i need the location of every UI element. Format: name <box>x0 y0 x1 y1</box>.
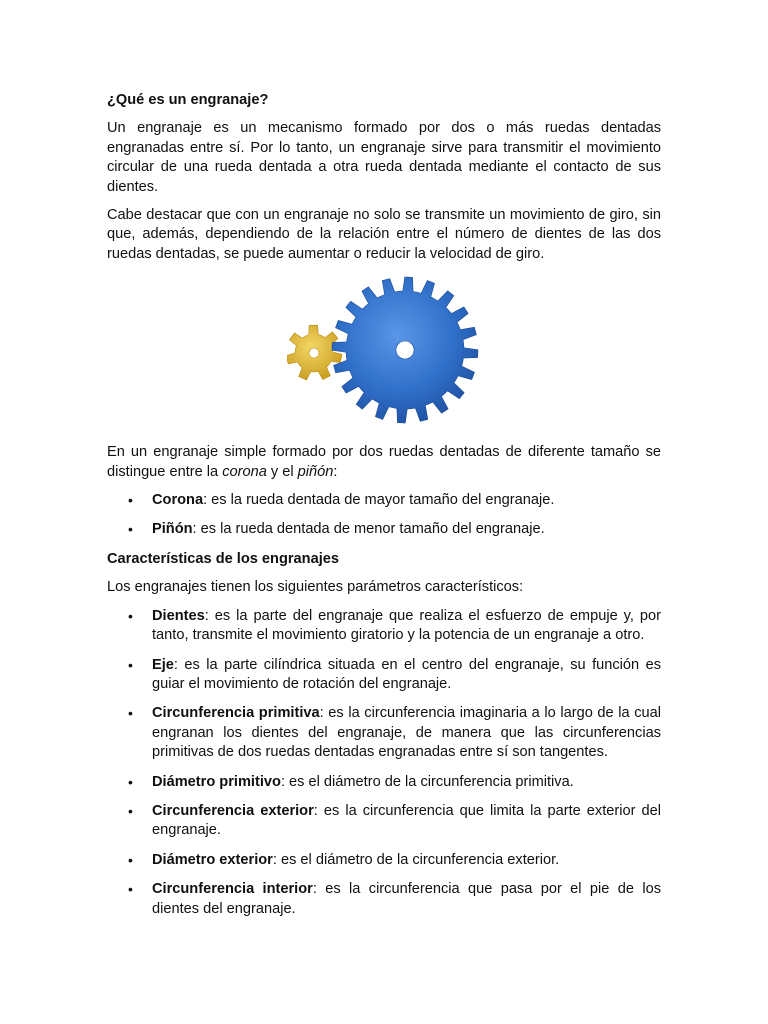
list-item <box>107 520 661 539</box>
list-item-text: : es el diámetro de la circunferencia primitiva. <box>280 773 574 790</box>
paragraph-velocidad: Cabe destacar que con un engranaje no solo se transmite un movimiento de giro, sin que, además, dependiendo de la relación entre el número de dientes de las dos ruedas dentadas, se puede aumentar o reducir la velocidad de giro. <box>107 207 661 262</box>
gears-figure <box>107 273 661 433</box>
pinon-gear-shape <box>287 325 342 380</box>
text-span: y el <box>266 463 298 480</box>
list-item-text: : es la parte cilíndrica situada en el centro del engranaje, su función es guiar el movimiento de rotación del engranaje. <box>152 656 661 692</box>
bullet-icon: • <box>128 705 133 722</box>
list-item <box>107 802 661 841</box>
list-item-text: : es la circunferencia que limita la parte exterior del engranaje. <box>152 802 661 839</box>
gears-icon <box>287 273 479 433</box>
list-item-term: Eje <box>152 656 174 673</box>
paragraph-parametros: Los engranajes tienen los siguientes parámetros característicos: <box>107 579 524 596</box>
list-item-term: Circunferencia exterior <box>152 802 314 819</box>
list-item-term: Corona <box>152 492 204 509</box>
list-item-text: : es la circunferencia imaginaria a lo largo de la cual engranan los dientes del engranaje, de manera que las circunferencias primitivas de dos ruedas dentadas engranadas entre sí son tangentes. <box>152 705 662 761</box>
list-item-text: : es la rueda dentada de mayor tamaño del engranaje. <box>203 492 555 509</box>
list-item <box>107 704 661 762</box>
list-item-text: : es la rueda dentada de menor tamaño del engranaje. <box>192 521 545 538</box>
list-item <box>107 773 661 792</box>
list-item-text: : es la circunferencia que pasa por el pie de los dientes del engranaje. <box>152 881 661 917</box>
list-item <box>107 491 661 510</box>
list-item <box>107 880 661 919</box>
list-item-text: : es la parte del engranaje que realiza el esfuerzo de empuje y, por tanto, transmite el movimiento giratorio y la potencia de un engranaje a otro. <box>152 607 661 644</box>
list-item <box>107 607 661 646</box>
bullet-icon: • <box>128 492 133 509</box>
list-item-text: : es el diámetro de la circunferencia exterior. <box>272 851 560 868</box>
list-parametros <box>107 607 661 919</box>
heading-caracteristicas: Características de los engranajes <box>107 550 339 567</box>
list-corona-pinon <box>107 491 661 540</box>
list-item <box>107 851 661 870</box>
paragraph-corona-pinon <box>107 443 661 482</box>
bullet-icon: • <box>128 881 133 898</box>
text-span: En un engranaje simple formado por dos ruedas dentadas de diferente tamaño se distingue entre la <box>107 444 661 480</box>
bullet-icon: • <box>128 773 133 790</box>
bullet-icon: • <box>128 656 133 673</box>
list-item-term: Circunferencia primitiva <box>152 705 320 722</box>
term-corona-italic: corona <box>222 463 267 480</box>
paragraph-definition: Un engranaje es un mecanismo formado por dos o más ruedas dentadas engranadas entre sí. Por lo tanto, un engranaje sirve para transmitir el movimiento circular de una rueda dentada a otra rueda dentada mediante el contacto de sus dientes. <box>107 120 661 195</box>
list-item-term: Diámetro exterior <box>152 851 273 868</box>
bullet-icon: • <box>128 607 133 624</box>
bullet-icon: • <box>128 521 133 538</box>
bullet-icon: • <box>128 851 133 868</box>
bullet-icon: • <box>128 802 133 819</box>
corona-gear-shape <box>332 277 478 423</box>
list-item <box>107 656 661 695</box>
list-item-term: Diámetro primitivo <box>152 773 281 790</box>
heading-que-es: ¿Qué es un engranaje? <box>107 92 269 108</box>
list-item-term: Dientes <box>152 607 205 624</box>
list-item-term: Circunferencia interior <box>152 881 313 898</box>
text-span: : <box>333 463 338 480</box>
list-item-term: Piñón <box>152 521 193 538</box>
document-content <box>107 91 661 929</box>
term-pinon-italic: piñón <box>297 463 334 480</box>
